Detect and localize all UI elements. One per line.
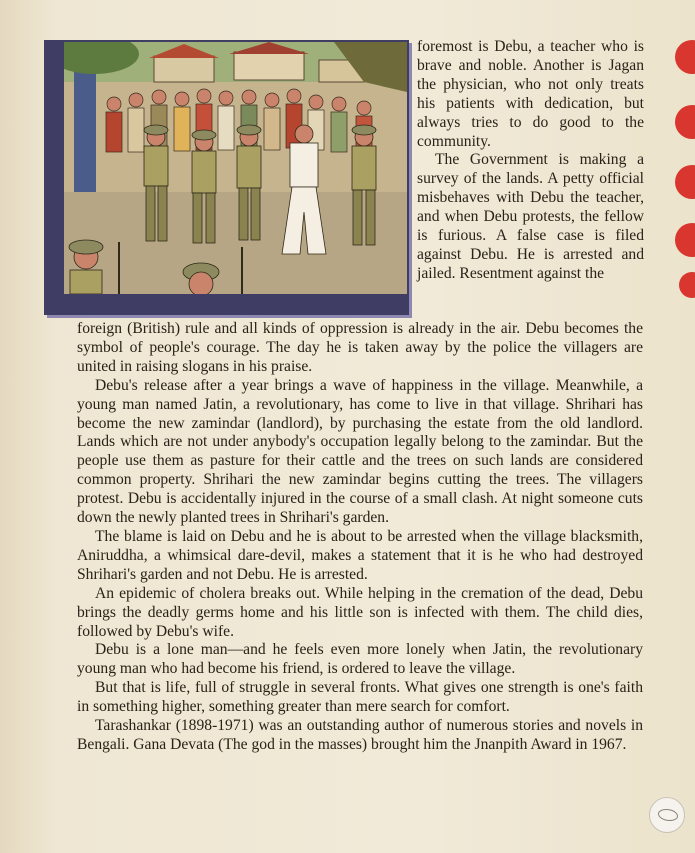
right-column-text [417,38,644,284]
paragraph: Tarashankar (1898-1971) was an outstanding author of numerous stories and novels in Bengali. Gana Devata (The god in the masses) brought him the Jnanpith Award in 1967. [77,717,643,753]
decorative-dot [675,40,695,74]
paragraph: Debu's release after a year brings a wave of happiness in the village. Meanwhile, a young man named Jatin, a revolutionary, has come to live in that village. Shrihari has become the new zamindar (landlord), by purchasing the estate from the old landlord. Lands which are not under anybody's occupation legally belong to the zamindar. But the people use them as pasture for their cattle and the trees on such lands are considered common property. Shrihari the new zamindar begins cutting the trees. The villagers protest. Debu is accidentally injured in the course of a small clash. At night someone cuts down the newly planted trees in Shrihari's garden. [77,376,643,527]
paragraph: The blame is laid on Debu and he is about to be arrested when the village blacksmith, Aniruddha, a whimsical dare-devil, makes a statement that it is he who had destroyed Shrihari's garden and not Debu. He is arrested. [77,527,643,583]
body-text [77,320,643,755]
decorative-dot [675,165,695,199]
decorative-dot [675,223,695,257]
publisher-logo-icon [649,797,685,833]
paragraph: foremost is Debu, a teacher who is brave and noble. Another is Jagan the physician, who not only treats his patients with dedication, but always tries to do good to the community. [417,38,644,150]
paragraph: Debu is a lone man—and he feels even more lonely when Jatin, the revolutionary young man who had become his friend, is ordered to leave the village. [77,641,643,678]
arrest-illustration [64,42,407,294]
decorative-dot [675,105,695,139]
paragraph: An epidemic of cholera breaks out. While helping in the cremation of the dead, Debu brings the deadly germs home and his little son is infected with them. The child dies, followed by Debu's wife. [77,584,643,640]
paragraph: foreign (British) rule and all kinds of oppression is already in the air. Debu becomes the symbol of people's courage. The day he is taken away by the police the villagers are united in raising slogans in his praise. [77,320,643,375]
paragraph: But that is life, full of struggle in several fronts. What gives one strength is one's faith in something higher, something greater than mere search for comfort. [77,679,643,716]
decorative-dot [679,272,695,298]
paragraph: The Government is making a survey of the lands. A petty official misbehaves with Debu the teacher, and when Debu protests, the fellow is furious. A false case is filed against Debu. He is arrested and jailed. Resentment against the [417,151,644,282]
